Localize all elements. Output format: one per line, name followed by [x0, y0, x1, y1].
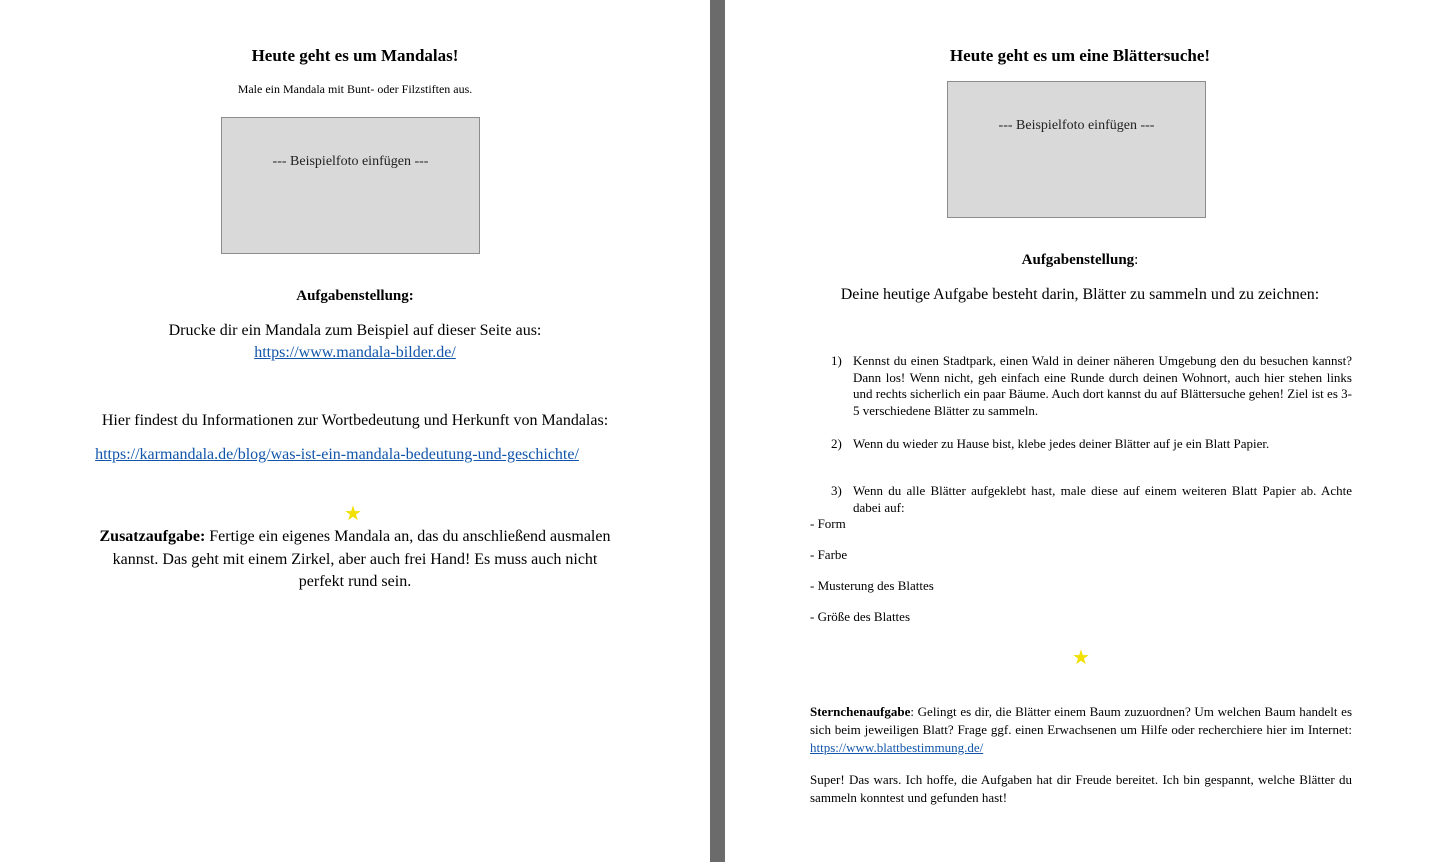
- extra-task-label: Zusatzaufgabe:: [99, 528, 206, 545]
- list-number: 1): [831, 353, 842, 368]
- extra-task-line2: kannst. Das geht mit einem Zirkel, aber auch frei Hand! Es muss auch nicht: [112, 550, 598, 568]
- task-text: Drucke dir ein Mandala zum Beispiel auf dieser Seite aus:: [168, 322, 542, 339]
- closing-text: Super! Das wars. Ich hoffe, die Aufgaben hat dir Freude bereitet. Ich bin gespannt, welche Blätter du sammeln konntest und gefunden hast!: [810, 772, 1352, 805]
- task-heading: Aufgabenstellung:: [296, 288, 414, 304]
- page-right: [725, 0, 1433, 862]
- mandala-link[interactable]: https://www.mandala-bilder.de/: [254, 344, 456, 361]
- photo-placeholder: [947, 81, 1206, 218]
- task-heading: [725, 252, 1433, 269]
- list-text: Wenn du alle Blätter aufgeklebt hast, male diese auf einem weiteren Blatt Papier ab. Achte dabei auf:: [853, 483, 1352, 515]
- bonus-task: [810, 703, 1352, 757]
- list-number: 2): [831, 436, 842, 451]
- list-number: 3): [831, 483, 842, 498]
- star-icon: ★: [1072, 647, 1090, 669]
- bonus-task-label: Sternchenaufgabe: [810, 704, 911, 719]
- criterion-color: - Farbe: [810, 547, 848, 562]
- list-text: Kennst du einen Stadtpark, einen Wald in deiner näheren Umgebung den du besuchen kannst? Dann los! Wenn nicht, geh einfach eine Runde durch deinen Wohnort, auch hier stehen links und rechts sicherlich ein paar Bäume. Auch dort kannst du auf Blättersuche gehen! Ziel ist es 3-5 verschiedene Blätter zu sammeln.: [853, 353, 1352, 418]
- criterion-form: - Form: [810, 516, 846, 531]
- page-left: [0, 0, 710, 862]
- star-icon: ★: [344, 503, 362, 525]
- extra-task-line1: Fertige ein eigenes Mandala an, das du anschließend ausmalen: [205, 528, 611, 545]
- photo-placeholder: [221, 117, 480, 254]
- page-title: Heute geht es um eine Blättersuche!: [949, 46, 1211, 65]
- list-text: Wenn du wieder zu Hause bist, klebe jedes deiner Blätter auf je ein Blatt Papier.: [853, 436, 1270, 451]
- criterion-pattern: - Musterung des Blattes: [810, 578, 934, 593]
- page-title: Heute geht es um Mandalas!: [251, 46, 459, 65]
- task-heading-colon: :: [1134, 252, 1139, 268]
- page-subtitle: Male ein Mandala mit Bunt- oder Filzstiften aus.: [237, 82, 473, 96]
- criterion-size: - Größe des Blattes: [810, 609, 911, 624]
- task-intro: Deine heutige Aufgabe besteht darin, Blätter zu sammeln und zu zeichnen:: [840, 286, 1320, 303]
- blattbestimmung-link[interactable]: https://www.blattbestimmung.de/: [810, 740, 984, 755]
- info-text: Hier findest du Informationen zur Wortbedeutung und Herkunft von Mandalas:: [101, 412, 609, 429]
- info-link[interactable]: https://karmandala.de/blog/was-ist-ein-mandala-bedeutung-und-geschichte/: [95, 446, 579, 463]
- extra-task-line3: perfekt rund sein.: [298, 573, 412, 590]
- task-heading-label: Aufgabenstellung: [1021, 252, 1135, 268]
- bonus-task-text: : Gelingt es dir, die Blätter einem Baum zuzuordnen? Um welchen Baum handelt es sich beim jeweiligen Blatt? Frage ggf. einen Erwachsenen um Hilfe oder recherchiere hier im Internet:: [810, 704, 1352, 737]
- photo-placeholder-text: --- Beispielfoto einfügen ---: [998, 118, 1155, 133]
- extra-task: [0, 526, 710, 594]
- photo-placeholder-text: --- Beispielfoto einfügen ---: [272, 154, 429, 169]
- page-divider: [710, 0, 725, 862]
